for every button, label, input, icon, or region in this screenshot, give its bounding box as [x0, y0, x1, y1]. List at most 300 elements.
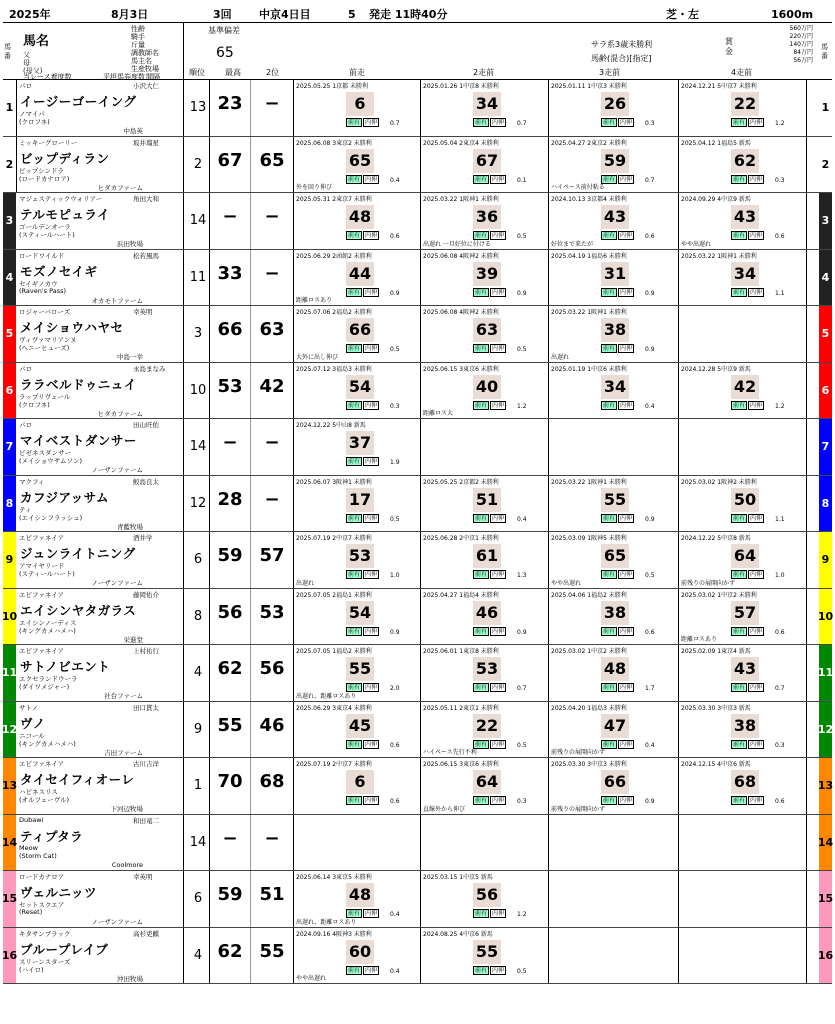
best-score-cell	[210, 928, 251, 984]
course-record-label: 当レース着度数	[23, 73, 72, 81]
past-race-2	[421, 532, 549, 588]
tag-inner: 内伸	[620, 740, 633, 748]
race-margin: 0.9	[645, 289, 655, 297]
sire-name: エピファネイア	[19, 590, 65, 599]
tag-fast: 前有	[733, 797, 746, 804]
rank: 8	[187, 589, 210, 645]
past-race-1	[294, 532, 421, 588]
race-tags	[346, 288, 380, 297]
horse-name[interactable]: ヴェルニッツ	[20, 885, 98, 900]
race-date-place: 2025.03.02 1阪神2 未勝利	[681, 478, 757, 486]
race-score: 6	[346, 770, 374, 794]
race-margin: 1.2	[517, 402, 527, 410]
tag-fast: 前有	[475, 514, 488, 522]
damsire-name: (ハイロ)	[19, 965, 44, 974]
past-race-3	[549, 815, 679, 871]
race-score: 40	[473, 375, 501, 399]
past-race-3	[549, 532, 679, 588]
race-margin: 0.1	[517, 176, 527, 184]
race-margin: 0.4	[645, 741, 655, 749]
horse-name[interactable]: サトノビエント	[20, 659, 111, 674]
horse-name[interactable]: タイセイフィオーレ	[20, 772, 135, 787]
race-score: 48	[601, 657, 629, 681]
race-date-place: 2024.12.15 4中京6 新馬	[681, 761, 751, 768]
race-date-place: 2025.01.19 1中京6 未勝利	[551, 365, 627, 373]
umaban-r: 13	[819, 758, 832, 814]
past-race-2	[421, 702, 549, 758]
base-label: 基準偏差	[208, 26, 240, 35]
tag-fast: 前有	[475, 797, 488, 804]
tag-inner: 内伸	[365, 740, 378, 748]
second-score: −	[264, 93, 280, 114]
jockey-name: 上村祐行	[133, 647, 159, 655]
race-date-place: 2025.06.29 2函館2 未勝利	[296, 252, 372, 260]
horse-name[interactable]: エイシンヤタガラス	[20, 602, 137, 618]
tag-inner: 内伸	[620, 288, 633, 296]
race-score: 65	[601, 544, 629, 568]
horse-rows	[3, 80, 832, 984]
horse-info	[17, 871, 184, 927]
damsire-name: (エイシンフラッシュ)	[19, 513, 83, 522]
prize-1: 560万円	[789, 25, 813, 32]
race-tags	[601, 231, 635, 240]
tag-fast: 前有	[475, 966, 488, 974]
tag-fast: 前有	[603, 175, 616, 183]
race-note: 距離ロスあり	[296, 297, 333, 304]
second-score-cell	[251, 815, 294, 871]
tag-inner: 内伸	[365, 910, 378, 917]
umaban-label-right: 馬番	[821, 43, 828, 60]
dam-name: セイギノカウ	[19, 279, 58, 288]
sire-name: パロ	[19, 82, 32, 90]
second-score-cell	[251, 476, 294, 532]
race-note: ハイペース前付粘る	[551, 184, 605, 191]
horse-row[interactable]	[3, 589, 832, 646]
tag-fast: 前有	[348, 119, 361, 126]
tag-fast: 前有	[475, 401, 488, 409]
race-score: 57	[731, 601, 759, 625]
dam-name: セットスクエア	[19, 901, 65, 909]
rank: 13	[187, 80, 210, 136]
tag-fast: 前有	[475, 345, 488, 352]
jockey-name: 鮫島良太	[133, 477, 159, 486]
horse-info	[17, 193, 184, 249]
race-tags	[473, 796, 507, 805]
start-time: 発走 11時40分	[369, 8, 448, 21]
dam-name: エイシンノーディス	[19, 618, 77, 627]
tag-inner: 内伸	[365, 458, 378, 465]
race-date-place: 2025.04.20 1福島3 未勝利	[551, 704, 627, 712]
tag-inner: 内伸	[492, 571, 505, 578]
race-tags	[473, 909, 507, 918]
race-date-place: 2025.07.06 2福島2 未勝利	[296, 309, 372, 316]
race-tags	[473, 344, 507, 353]
rank: 1	[187, 758, 210, 814]
race-margin: 0.3	[390, 402, 400, 410]
horse-row[interactable]	[3, 758, 832, 815]
tag-inner: 内伸	[365, 797, 378, 804]
jockey-label: 騎手	[131, 33, 145, 41]
horse-info	[17, 306, 184, 362]
damsire-name: (クロフネ)	[19, 400, 50, 409]
tag-inner: 内伸	[620, 232, 633, 239]
breeder-name: 吉田ファーム	[104, 748, 143, 757]
horse-name[interactable]: ジュンライトニング	[20, 546, 136, 561]
race-note: 出遅れ 一旦好位に付ける	[423, 240, 491, 248]
past-race-4	[679, 193, 807, 249]
column-header	[3, 23, 832, 80]
jockey-name: 小沢大仁	[133, 82, 159, 90]
sire-name: ロードワイルド	[19, 251, 65, 260]
past-race-2	[421, 928, 549, 984]
breeder-name: ノーザンファーム	[91, 579, 143, 587]
second-score: 56	[259, 658, 285, 679]
tag-fast: 前有	[733, 514, 746, 522]
breeder-name: 中島一幸	[117, 353, 143, 361]
best-score: 23	[217, 93, 243, 114]
jockey-name: 坂井瑠星	[133, 138, 159, 147]
rank: 12	[187, 476, 210, 532]
second-score-cell	[251, 193, 294, 249]
horse-name[interactable]: メイショウハヤセ	[20, 320, 124, 335]
horse-row[interactable]	[3, 871, 832, 928]
past-race-4	[679, 476, 807, 532]
tag-inner: 内伸	[620, 345, 633, 352]
horse-row[interactable]	[3, 928, 832, 985]
race-margin: 0.7	[517, 120, 527, 127]
race-date-place: 2024.09.29 4中京9 新馬	[681, 196, 751, 203]
best-score: 67	[217, 149, 243, 171]
dam-name: ティ	[19, 505, 32, 514]
tag-fast: 前有	[603, 232, 616, 239]
horse-name[interactable]: ティプタラ	[20, 828, 84, 844]
race-score: 43	[731, 657, 759, 681]
past-race-4	[679, 758, 807, 814]
race-margin: 0.9	[517, 628, 527, 636]
horse-info	[17, 419, 184, 475]
race-margin: 1.1	[775, 515, 785, 523]
race-margin: 0.4	[645, 402, 655, 410]
breeder-name: 社台ファーム	[104, 692, 143, 700]
race-note: やや出遅れ	[551, 579, 582, 587]
race-tags	[601, 514, 635, 523]
horse-row[interactable]	[3, 306, 832, 363]
race-score: 66	[601, 770, 629, 794]
race-date-place: 2025.04.12 1福島5 新馬	[681, 139, 751, 147]
past-race-2	[421, 306, 549, 362]
date: 8月3日	[111, 8, 149, 21]
rank: 11	[187, 250, 210, 306]
damsire-name: (スティールハート)	[19, 231, 75, 239]
dam-name: ノマイパ	[19, 110, 45, 118]
sire-name: マクフィ	[19, 477, 45, 486]
best-score: 55	[217, 714, 243, 736]
race-number: 5	[348, 8, 356, 21]
umaban-l: 13	[3, 758, 16, 814]
horse-row[interactable]	[3, 476, 832, 533]
flat-record-label: 平坦馬券度数	[103, 73, 145, 81]
sire-name: エピファネイア	[19, 647, 65, 655]
umaban-r: 1	[819, 80, 832, 136]
race-tags	[346, 570, 380, 579]
jockey-name: 幸英明	[133, 308, 153, 316]
tag-inner: 内伸	[620, 175, 633, 183]
rank: 6	[187, 871, 210, 927]
jockey-name: 古川吉洋	[133, 760, 159, 768]
race-date-place: 2025.03.22 1阪神1 未勝利	[681, 252, 757, 260]
tag-fast: 前有	[603, 514, 616, 522]
umaban-l: 9	[3, 532, 16, 588]
race-margin: 0.6	[645, 233, 655, 240]
race-date-place: 2025.06.15 3東京6 未勝利	[423, 761, 499, 768]
tag-fast: 前有	[603, 627, 616, 635]
race-margin: 0.5	[517, 741, 527, 749]
tag-fast: 前有	[475, 232, 488, 239]
rank: 9	[187, 702, 210, 758]
race-score: 63	[473, 318, 501, 342]
race-tags	[601, 796, 635, 805]
tag-fast: 前有	[603, 684, 616, 691]
second-score-cell	[251, 306, 294, 362]
prize-2: 220万円	[789, 33, 813, 40]
race-margin: 0.3	[517, 798, 527, 805]
dam-name: アマイヤリード	[19, 562, 65, 570]
umaban-l: 16	[3, 928, 16, 984]
race-tags	[731, 740, 765, 749]
tag-fast: 前有	[348, 740, 361, 748]
past-race-2	[421, 80, 549, 136]
jockey-name: 藤岡佑介	[133, 590, 159, 599]
race-tags	[731, 514, 765, 523]
race-margin: 0.9	[390, 628, 400, 636]
tag-inner: 内伸	[620, 119, 633, 126]
best-score-cell	[210, 702, 251, 758]
best-score: 66	[217, 319, 243, 340]
best-score-cell	[210, 645, 251, 701]
best-score-cell	[210, 80, 251, 136]
second-score-cell	[251, 645, 294, 701]
breeder-name: ノーザンファーム	[91, 918, 143, 926]
dam-label: 母	[23, 59, 30, 67]
race-score: 36	[473, 205, 501, 229]
tag-fast: 前有	[603, 797, 616, 804]
tag-inner: 内伸	[750, 175, 763, 183]
weight-label: 斤量	[131, 41, 145, 49]
past-race-2	[421, 137, 549, 193]
past-race-4	[679, 645, 807, 701]
race-note: 前残りの展開向かず	[551, 805, 606, 813]
breeder-label: 生産牧場	[131, 65, 159, 73]
race-tags	[601, 288, 635, 297]
umaban-l: 11	[3, 645, 16, 701]
umaban-r: 10	[819, 589, 832, 645]
horse-name[interactable]: ブループレイブ	[20, 941, 109, 957]
race-date-place: 2025.02.09 1東京4 新馬	[681, 648, 751, 655]
sire-name: Dubawi	[19, 815, 44, 824]
race-margin: 0.3	[645, 120, 655, 127]
race-score: 37	[346, 431, 374, 455]
second-score: 51	[259, 884, 285, 905]
race-margin: 0.5	[645, 572, 655, 579]
horse-name[interactable]: ビップディラン	[20, 150, 110, 166]
horse-row[interactable]	[3, 532, 832, 589]
sire-name: ロードカナロア	[19, 873, 65, 881]
horse-name[interactable]: モズノセイギ	[20, 263, 98, 279]
race-date-place: 2025.01.11 1中京3 未勝利	[551, 83, 627, 90]
rank: 14	[187, 193, 210, 249]
race-note: やや出遅れ	[681, 240, 712, 248]
horse-row[interactable]	[3, 250, 832, 307]
race-class: サラ系3歳未勝利	[591, 40, 653, 49]
race-date-place: 2025.05.31 2東京7 未勝利	[296, 196, 372, 203]
tag-inner: 内伸	[750, 288, 763, 296]
umaban-l: 4	[3, 250, 16, 306]
venue-day: 中京4日目	[259, 8, 311, 21]
horse-row[interactable]	[3, 645, 832, 702]
tag-fast: 前有	[733, 684, 746, 691]
race-date-place: 2024.10.13 3京都4 未勝利	[551, 196, 627, 203]
race-margin: 0.6	[775, 628, 785, 636]
race-tags	[731, 401, 765, 410]
horse-name[interactable]: マイベストダンサー	[20, 433, 137, 448]
umaban-l: 12	[3, 702, 16, 758]
horse-name[interactable]: ヴノ	[20, 715, 46, 731]
breeder-name: 浜田牧場	[117, 240, 143, 248]
breeder-name: Coolmore	[111, 860, 143, 869]
best-score: 53	[217, 375, 243, 397]
past-race-1	[294, 80, 421, 136]
race-score: 56	[473, 883, 501, 907]
past-race-1	[294, 250, 421, 306]
horse-row[interactable]	[3, 815, 832, 872]
horse-row[interactable]	[3, 137, 832, 194]
race-date-place: 2025.03.30 3中京3 未勝利	[551, 761, 627, 768]
horse-row[interactable]	[3, 80, 832, 137]
tag-fast: 前有	[348, 401, 361, 409]
tag-inner: 内伸	[750, 797, 763, 804]
race-margin: 1.3	[517, 572, 527, 579]
tag-fast: 前有	[348, 288, 361, 296]
breeder-name: ヒダカファーム	[97, 409, 143, 418]
rank: 6	[187, 532, 210, 588]
dam-name: ビップシンドラ	[19, 166, 64, 175]
race-date-place: 2025.07.19 2中京7 未勝利	[296, 761, 372, 768]
tag-inner: 内伸	[750, 627, 763, 635]
race-margin: 0.7	[390, 120, 400, 127]
race-margin: 1.2	[517, 911, 527, 918]
best-score-cell	[210, 815, 251, 871]
second-score: −	[264, 432, 280, 453]
race-note: 出遅れ、距離ロスあり	[296, 692, 357, 700]
race-date-place: 2025.04.19 1福島6 未勝利	[551, 252, 627, 260]
umaban-r: 4	[819, 250, 832, 306]
damsire-name: (オルフェーヴル)	[19, 796, 70, 804]
best-score-cell	[210, 137, 251, 193]
dam-name: Meow	[19, 843, 38, 852]
horse-row[interactable]	[3, 419, 832, 476]
best-score-cell	[210, 871, 251, 927]
race-note: ハイペース先行不利	[423, 749, 477, 756]
race-margin: 0.7	[517, 685, 527, 692]
race-tags	[731, 175, 765, 184]
race-tags	[601, 401, 635, 410]
race-tags	[731, 796, 765, 805]
race-tags	[601, 344, 635, 353]
breeder-name: 下河辺牧場	[110, 805, 143, 813]
umaban-l: 5	[3, 306, 16, 362]
umaban-r: 11	[819, 645, 832, 701]
race-date-place: 2025.03.09 1阪神5 未勝利	[551, 535, 627, 542]
horse-name[interactable]: カフジアッサム	[20, 489, 110, 505]
race-margin: 0.9	[645, 515, 655, 523]
race-tags	[346, 401, 380, 410]
race-score: 45	[346, 714, 374, 738]
best-score-cell	[210, 306, 251, 362]
past-race-2	[421, 363, 549, 419]
tag-inner: 内伸	[492, 966, 505, 974]
horse-row[interactable]	[3, 193, 832, 250]
best-score-cell	[210, 476, 251, 532]
second-score-cell	[251, 532, 294, 588]
race-margin: 0.5	[517, 233, 527, 240]
race-margin: 1.0	[390, 572, 400, 579]
horse-row[interactable]	[3, 363, 832, 420]
race-margin: 0.4	[390, 911, 400, 918]
horse-info	[17, 137, 184, 193]
race-margin: 1.0	[775, 572, 785, 579]
race-score: 34	[601, 375, 629, 399]
horse-name[interactable]: ララベルドゥニュイ	[20, 376, 137, 392]
race-tags	[346, 627, 380, 636]
race-date-place: 2025.04.06 1福島2 未勝利	[551, 591, 627, 599]
damsire-name: (メイショウサムソン)	[19, 457, 82, 465]
damsire-name: (キングカメハメハ)	[19, 739, 76, 748]
past-race-3	[549, 193, 679, 249]
past-race-4	[679, 589, 807, 645]
sire-name: ミッキーグローリー	[19, 138, 78, 147]
tag-inner: 内伸	[492, 797, 505, 804]
horse-row[interactable]	[3, 702, 832, 759]
race-date-place: 2024.12.21 5中京7 未勝利	[681, 83, 757, 90]
tag-inner: 内伸	[492, 684, 505, 691]
sire-name: パロ	[19, 421, 32, 429]
tag-fast: 前有	[475, 740, 488, 748]
tag-inner: 内伸	[365, 401, 378, 409]
horse-info	[17, 532, 184, 588]
horse-name[interactable]: イージーゴーイング	[20, 94, 137, 109]
best-score: 62	[217, 940, 243, 962]
tag-inner: 内伸	[492, 910, 505, 917]
umaban-r: 12	[819, 702, 832, 758]
horse-info	[17, 80, 184, 136]
race-date-place: 2025.03.22 1阪神1 未勝利	[551, 309, 627, 316]
second-score-cell	[251, 702, 294, 758]
race-date-place: 2024.08.25 4中京6 新馬	[423, 930, 493, 938]
horse-name[interactable]: テルモピュライ	[20, 207, 111, 222]
damsire-label: (母父)	[23, 67, 43, 75]
race-date-place: 2025.06.28 2中京1 未勝利	[423, 535, 499, 542]
tag-inner: 内伸	[365, 571, 378, 578]
race-tags	[346, 175, 380, 184]
past-race-3	[549, 589, 679, 645]
past-race-1	[294, 702, 421, 758]
race-score: 38	[731, 714, 759, 738]
race-date-place: 2025.05.25 1京都 未勝利	[296, 83, 368, 90]
race-note: 出遅れ	[296, 579, 315, 587]
tag-inner: 内伸	[492, 740, 505, 748]
race-margin: 0.4	[390, 176, 400, 184]
umaban-r: 15	[819, 871, 832, 927]
